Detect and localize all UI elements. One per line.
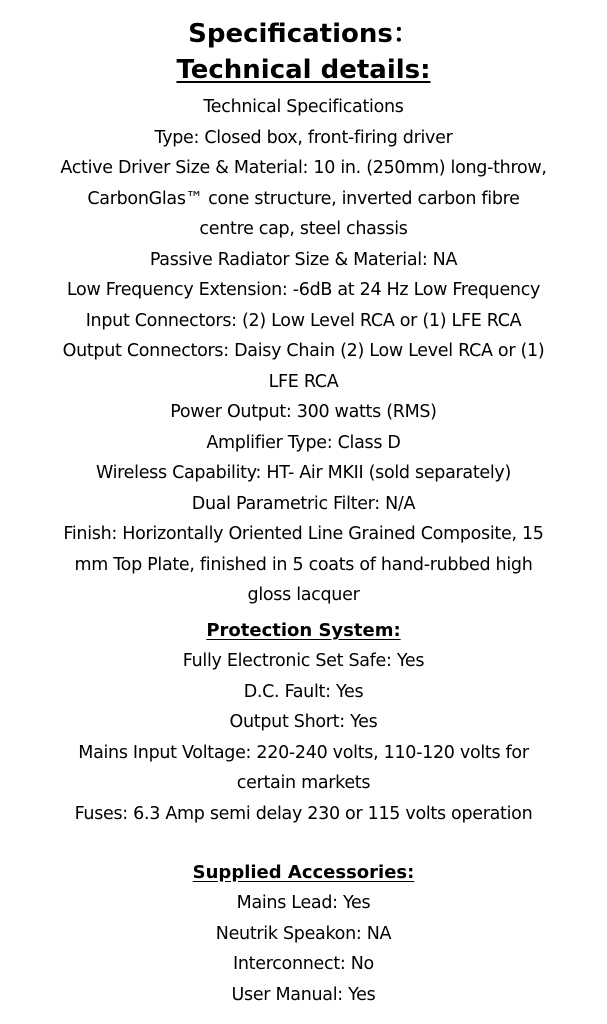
spec-line: mm Top Plate, finished in 5 coats of hand-rubbed high xyxy=(74,554,533,575)
spec-line: Wireless Capability: HT- Air MKII (sold separately) xyxy=(95,463,512,483)
spec-line: Input Connectors: (2) Low Level RCA or (1) LFE RCA xyxy=(85,310,522,331)
protection-line: certain markets xyxy=(236,773,371,793)
spec-line: centre cap, steel chassis xyxy=(199,219,408,239)
protection-system-heading: Protection System: xyxy=(206,620,401,641)
spec-line: Dual Parametric Filter: N/A xyxy=(191,493,416,514)
spec-line: gloss lacquer xyxy=(247,585,360,605)
spec-line: CarbonGlas™ cone structure, inverted carbon fibre xyxy=(87,188,520,209)
page-title: Specifications： xyxy=(188,19,419,49)
spec-line: LFE RCA xyxy=(268,371,339,392)
accessory-line: Interconnect: No xyxy=(233,954,374,974)
supplied-accessories-heading: Supplied Accessories: xyxy=(192,862,415,883)
spec-line: Active Driver Size & Material: 10 in. (250mm) long-throw, xyxy=(60,158,547,178)
protection-system-list xyxy=(0,646,607,829)
spec-line: Amplifier Type: Class D xyxy=(206,432,401,453)
accessory-line: Mains Lead: Yes xyxy=(236,893,371,913)
spec-line: Technical Specifications xyxy=(203,97,404,117)
protection-line: Output Short: Yes xyxy=(229,712,378,732)
accessory-line: User Manual: Yes xyxy=(231,984,376,1005)
spec-line: Passive Radiator Size & Material: NA xyxy=(149,249,458,270)
technical-specs-list xyxy=(0,92,607,611)
protection-line: Mains Input Voltage: 220-240 volts, 110-120 volts for xyxy=(78,742,529,763)
spec-line: Low Frequency Extension: -6dB at 24 Hz Low Frequency xyxy=(66,280,541,300)
spec-line: Output Connectors: Daisy Chain (2) Low Level RCA or (1) xyxy=(62,341,545,361)
accessory-line: Neutrik Speakon: NA xyxy=(215,923,392,944)
spec-line: Power Output: 300 watts (RMS) xyxy=(170,402,437,422)
protection-line: Fully Electronic Set Safe: Yes xyxy=(182,651,425,671)
protection-line: Fuses: 6.3 Amp semi delay 230 or 115 volts operation xyxy=(74,803,533,824)
spec-line: Type: Closed box, front-firing driver xyxy=(154,127,453,148)
technical-details-heading: Technical details: xyxy=(176,55,431,85)
spec-line: Finish: Horizontally Oriented Line Grained Composite, 15 xyxy=(63,524,544,544)
protection-line: D.C. Fault: Yes xyxy=(243,681,364,702)
supplied-accessories-list xyxy=(0,888,607,1010)
